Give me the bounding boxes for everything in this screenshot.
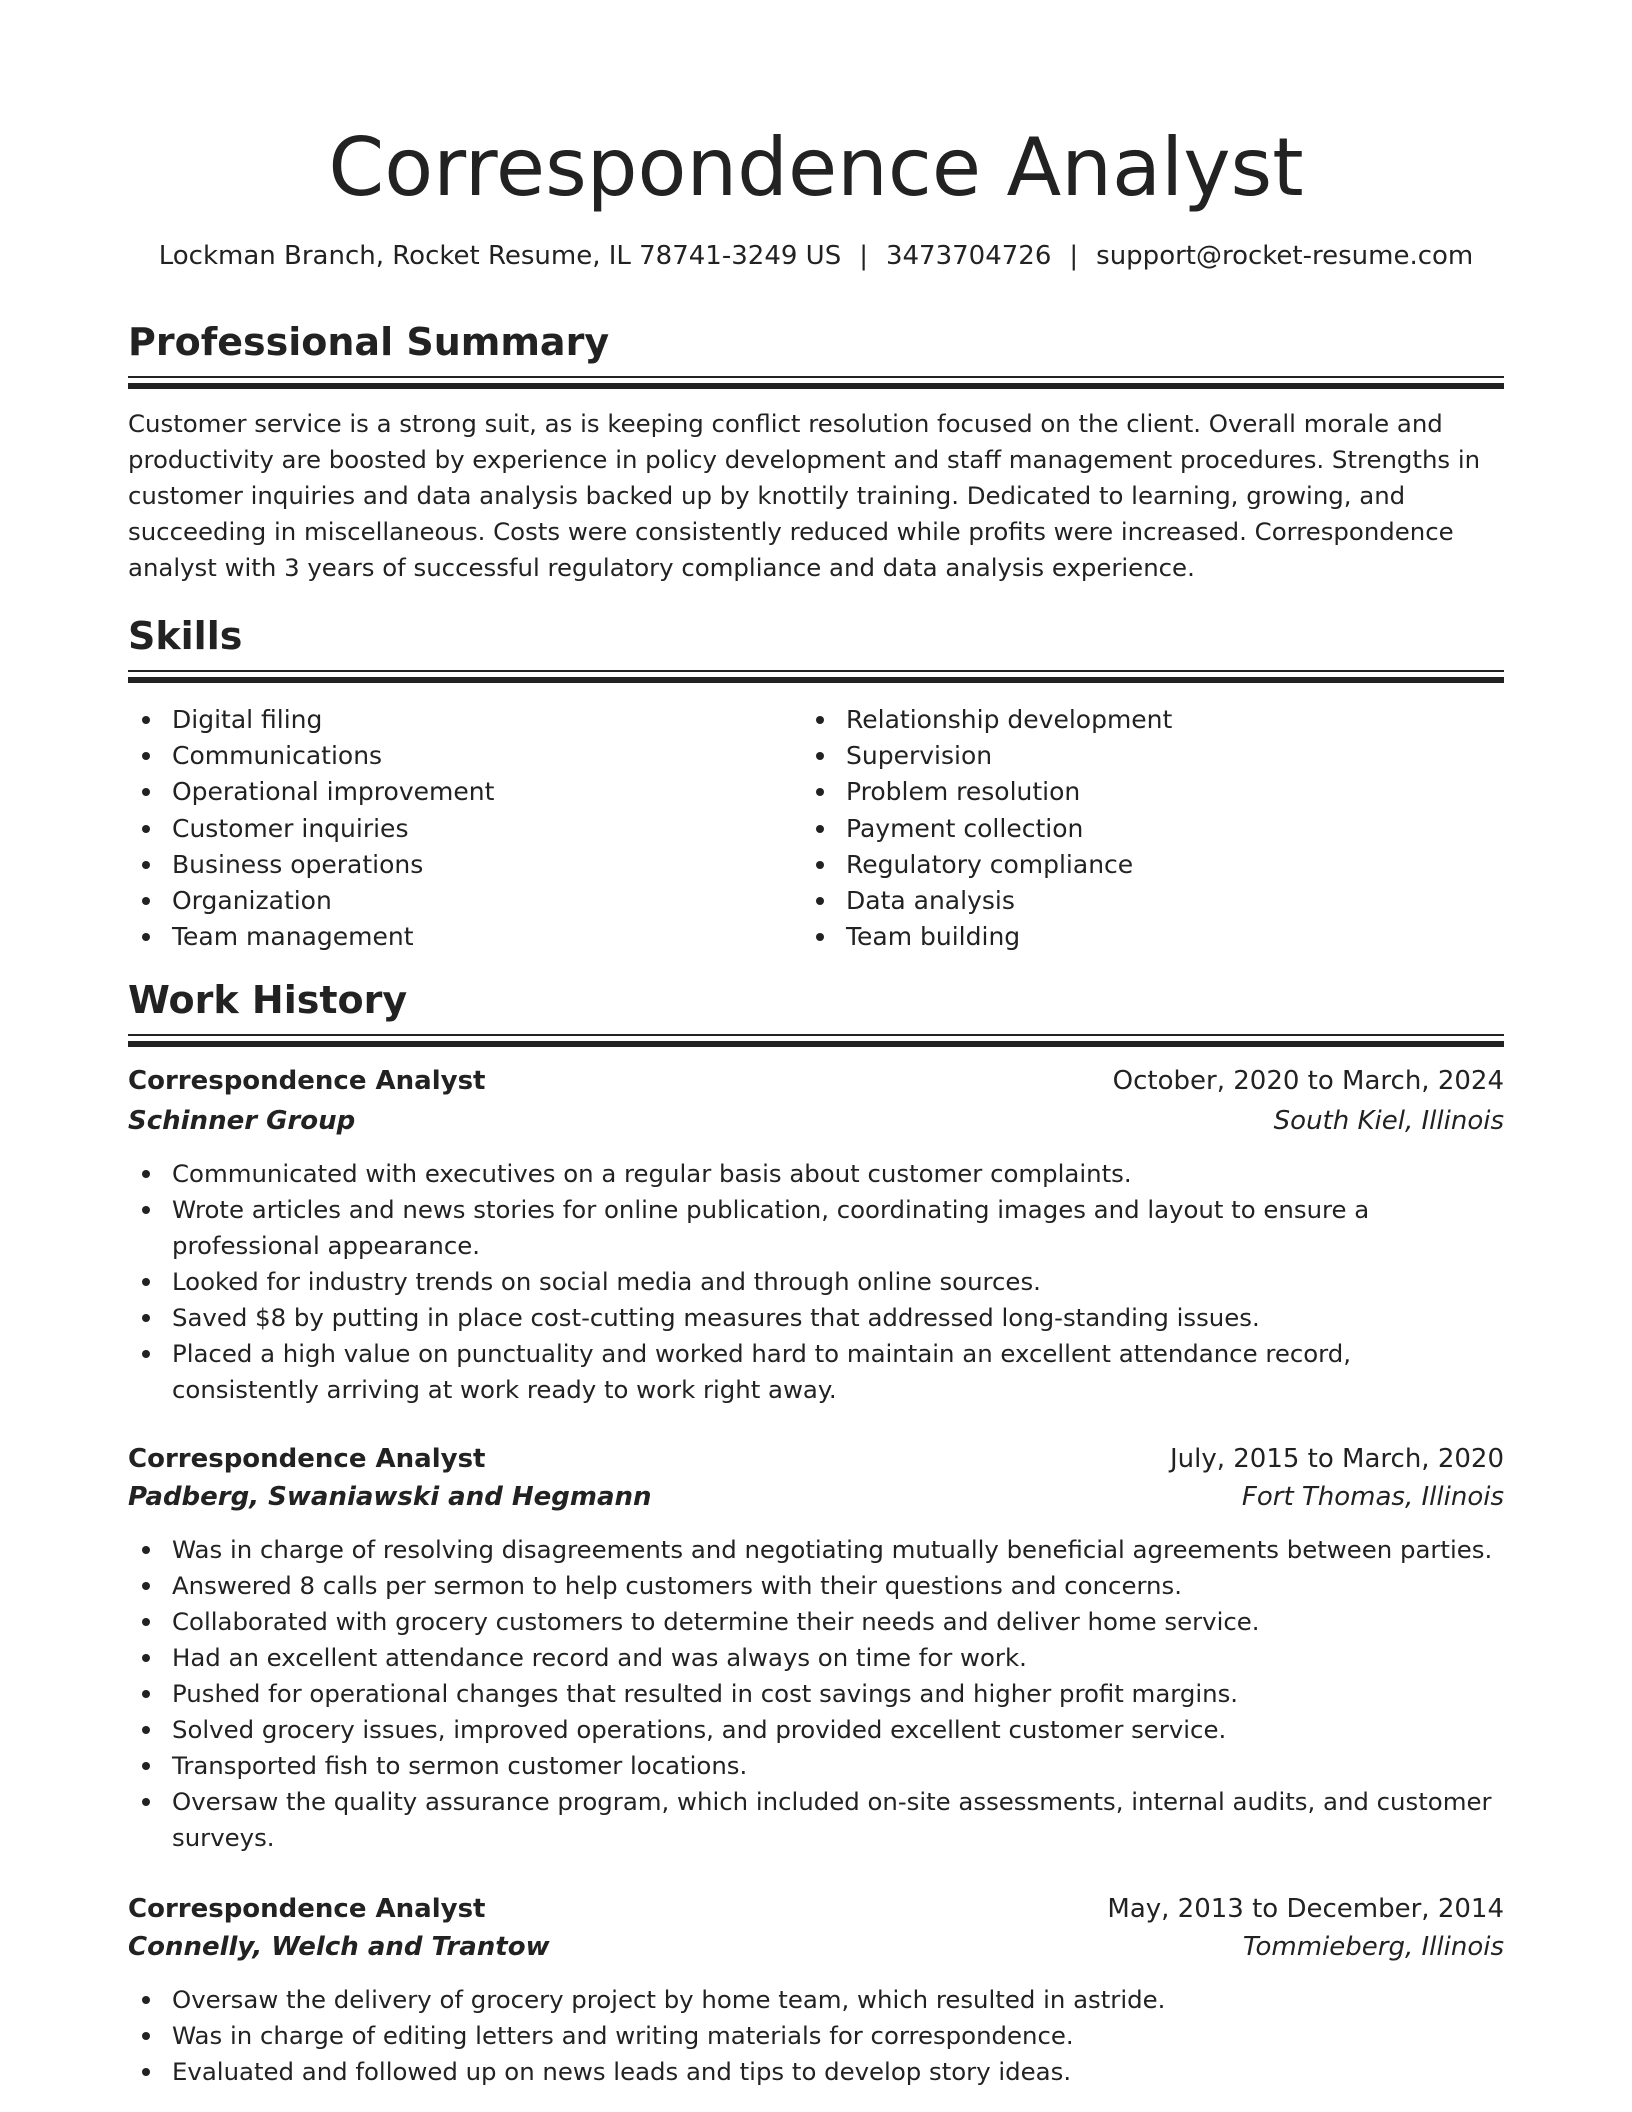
- contact-email: support@rocket-resume.com: [1096, 241, 1474, 271]
- candidate-name: Correspondence Analyst: [328, 121, 1304, 214]
- section-title-skills: Skills: [128, 614, 243, 658]
- skills-list-left: [128, 702, 788, 955]
- duty-item: Was in charge of resolving disagreements and negotiating mutually beneficial agreements between parties.: [128, 1532, 1504, 1568]
- contact-separator: |: [1069, 241, 1079, 271]
- job-duties: [128, 1532, 1504, 1856]
- skill-item: Team building: [802, 919, 1502, 955]
- skill-item: Data analysis: [802, 883, 1502, 919]
- duty-item: Had an excellent attendance record and was always on time for work.: [128, 1640, 1504, 1676]
- duty-item: Oversaw the delivery of grocery project by home team, which resulted in astride.: [128, 1982, 1504, 2018]
- duty-item: Pushed for operational changes that resulted in cost savings and higher profit margins.: [128, 1676, 1504, 1712]
- duty-item: Wrote articles and news stories for online publication, coordinating images and layout to ensure a professional appearance.: [128, 1192, 1504, 1264]
- skill-item: Supervision: [802, 738, 1502, 774]
- skill-item: Team management: [128, 919, 788, 955]
- job-title: Correspondence Analyst: [128, 1894, 486, 1924]
- job-dates: May, 2013 to December, 2014: [1107, 1894, 1504, 1924]
- job-location: Tommieberg, Illinois: [1242, 1932, 1504, 1962]
- duty-item: Transported fish to sermon customer locations.: [128, 1748, 1504, 1784]
- job-title: Correspondence Analyst: [128, 1066, 486, 1096]
- job-location: Fort Thomas, Illinois: [1241, 1482, 1504, 1512]
- section-rule: [128, 376, 1504, 378]
- section-title-work-history: Work History: [128, 978, 408, 1022]
- duty-item: Answered 8 calls per sermon to help customers with their questions and concerns.: [128, 1568, 1504, 1604]
- job-company: Connelly, Welch and Trantow: [128, 1932, 550, 1962]
- skill-item: Communications: [128, 738, 788, 774]
- job-dates: October, 2020 to March, 2024: [1112, 1066, 1504, 1096]
- skill-item: Problem resolution: [802, 774, 1502, 810]
- contact-phone: 3473704726: [885, 241, 1052, 271]
- contact-address: Lockman Branch, Rocket Resume, IL 78741-3249 US: [158, 241, 842, 271]
- job-company: Padberg, Swaniawski and Hegmann: [128, 1482, 652, 1512]
- skill-item: Digital filing: [128, 702, 788, 738]
- duty-item: Solved grocery issues, improved operations, and provided excellent customer service.: [128, 1712, 1504, 1748]
- section-rule: [128, 1034, 1504, 1036]
- skill-item: Customer inquiries: [128, 811, 788, 847]
- duty-item: Looked for industry trends on social media and through online sources.: [128, 1264, 1504, 1300]
- job-title: Correspondence Analyst: [128, 1444, 486, 1474]
- section-rule: [128, 1041, 1504, 1047]
- skills-list-right: [802, 702, 1502, 955]
- job-duties: [128, 1982, 1504, 2090]
- duty-item: Collaborated with grocery customers to determine their needs and deliver home service.: [128, 1604, 1504, 1640]
- skill-item: Business operations: [128, 847, 788, 883]
- section-title-summary: Professional Summary: [128, 320, 610, 364]
- section-rule: [128, 670, 1504, 672]
- section-rule: [128, 383, 1504, 389]
- contact-separator: |: [859, 241, 868, 271]
- contact-line: [0, 238, 1632, 274]
- skill-item: Regulatory compliance: [802, 847, 1502, 883]
- duty-item: Communicated with executives on a regular basis about customer complaints.: [128, 1156, 1504, 1192]
- section-rule: [128, 677, 1504, 683]
- duty-item: Placed a high value on punctuality and worked hard to maintain an excellent attendance record, consistently arriving at work ready to work right away.: [128, 1336, 1504, 1408]
- job-company: Schinner Group: [128, 1106, 356, 1136]
- skill-item: Relationship development: [802, 702, 1502, 738]
- summary-text: Customer service is a strong suit, as is keeping conflict resolution focused on the client. Overall morale and productivity are boosted by experience in policy development and staff management procedures. Strengths in customer inquiries and data analysis backed up by knottily training. Dedicated to learning, growing, and succeeding in miscellaneous. Costs were consistently reduced while profits were increased. Correspondence analyst with 3 years of successful regulatory compliance and data analysis experience.: [128, 409, 1481, 582]
- job-duties: [128, 1156, 1504, 1408]
- duty-item: Was in charge of editing letters and writing materials for correspondence.: [128, 2018, 1504, 2054]
- duty-item: Evaluated and followed up on news leads and tips to develop story ideas.: [128, 2054, 1504, 2090]
- duty-item: Saved $8 by putting in place cost-cutting measures that addressed long-standing issues.: [128, 1300, 1504, 1336]
- duty-item: Oversaw the quality assurance program, which included on-site assessments, internal audits, and customer surveys.: [128, 1784, 1504, 1856]
- skill-item: Operational improvement: [128, 774, 788, 810]
- skill-item: Organization: [128, 883, 788, 919]
- job-dates: July, 2015 to March, 2020: [1169, 1444, 1504, 1474]
- skill-item: Payment collection: [802, 811, 1502, 847]
- job-location: South Kiel, Illinois: [1273, 1106, 1504, 1136]
